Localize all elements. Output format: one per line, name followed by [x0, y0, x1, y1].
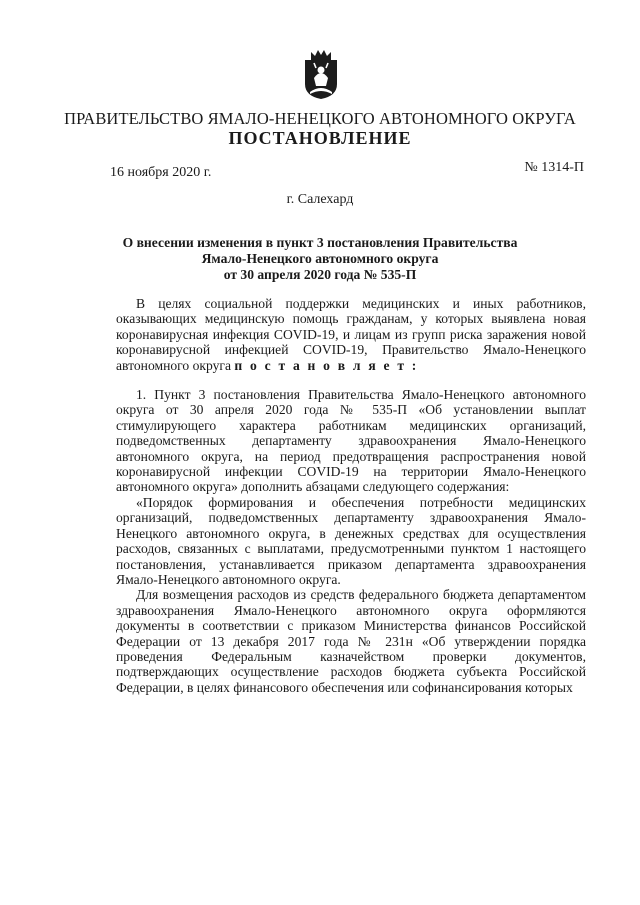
- document-body: [116, 296, 586, 695]
- item-1-paragraph: 1. Пункт 3 постановления Правительства Ямало-Ненецкого автономного округа от 30 апреля 2020 года № 535-П «Об установлении выплат стимулирующего характера работникам медицинских организаций, подведомственных департаменту здравоохранения Ямало-Ненецкого автономного округа, на период предотвращения распространения новой коронавирусной инфекции COVID-19 на территории Ямало-Ненецкого автономного округа» дополнить абзацами следующего содержания:: [116, 387, 586, 495]
- document-number: № 1314-П: [524, 160, 584, 175]
- organization-name: ПРАВИТЕЛЬСТВО ЯМАЛО-НЕНЕЦКОГО АВТОНОМНОГО ОКРУГА: [64, 109, 576, 128]
- document-city: г. Салехард: [286, 192, 354, 207]
- document-title: [110, 235, 530, 283]
- title-line: О внесении изменения в пункт 3 постановления Правительства: [122, 235, 518, 250]
- quote-paragraph-2: Для возмещения расходов из средств федерального бюджета департаментом здравоохранения Ямало-Ненецкого автономного округа оформляются документы в соответствии с приказом Министерства финансов Российской Федерации от 13 декабря 2017 года № 231н «Об утверждении порядка проведения Федеральным казначейством проверки документов, подтверждающих осуществление расходов бюджета субъекта Российской Федерации, в целях финансового обеспечения или софинансирования которых: [116, 587, 586, 695]
- intro-text: В целях социальной поддержки медицинских и иных работников, оказывающих медицинскую помощь гражданам, у которых выявлена новая коронавирусная инфекция COVID-19, и лицам из групп риска заражения новой коронавирусной инфекцией COVID-19, Правительство Ямало-Ненецкого автономного округа: [116, 296, 586, 373]
- intro-paragraph: [116, 296, 586, 373]
- title-line: Ямало-Ненецкого автономного округа: [201, 251, 439, 266]
- coat-of-arms-emblem: [302, 48, 340, 100]
- title-line: от 30 апреля 2020 года № 535-П: [223, 267, 417, 282]
- document-type: ПОСТАНОВЛЕНИЕ: [228, 128, 412, 148]
- quote-paragraph-1: «Порядок формирования и обеспечения потребности медицинских организаций, подведомственных департаменту здравоохранения Ямало-Ненецкого автономного округа, в денежных средствах для осуществления расходов, связанных с выплатами, предусмотренными пунктом 1 настоящего постановления, устанавливается приказом департамента здравоохранения Ямало-Ненецкого автономного округа.: [116, 494, 586, 587]
- document-date: 16 ноября 2020 г.: [110, 165, 212, 180]
- decrees-word: п о с т а н о в л я е т :: [234, 357, 419, 373]
